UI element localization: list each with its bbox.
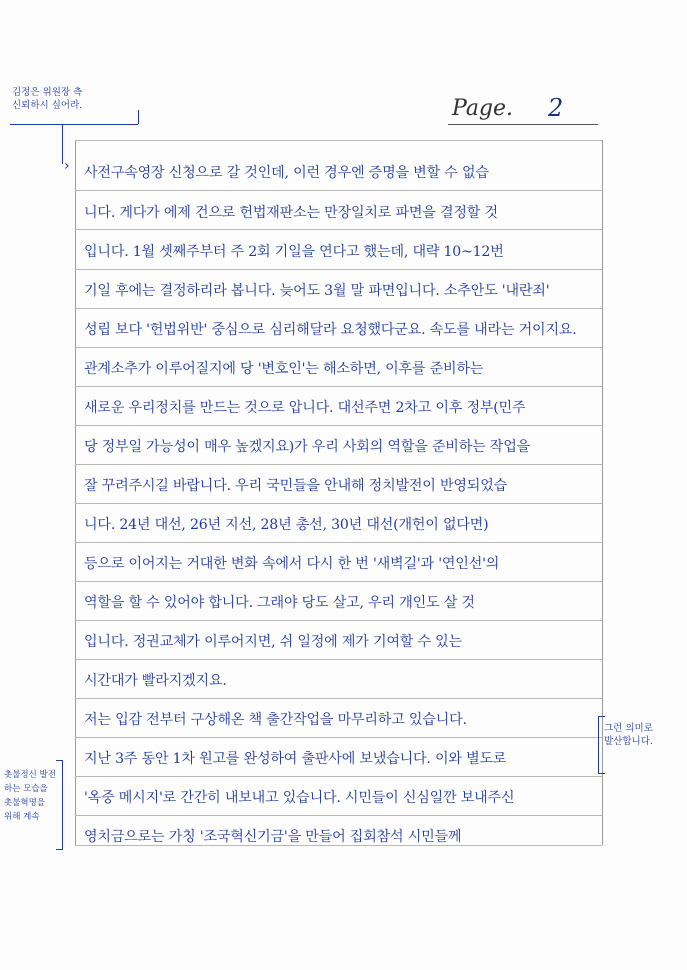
margin-note-left: 촛불정신 발전 하는 모습을 촛불혁명을 위해 계속 <box>4 770 56 822</box>
letter-line: 잘 꾸려주시길 바랍니다. 우리 국민들을 안내해 정치발전이 반영되었습 <box>84 478 508 494</box>
letter-line: 성립 보다 '헌법위반' 중심으로 심리해달라 요청했다군요. 속도를 내라는 거이지요. <box>84 322 577 338</box>
ruled-line <box>75 815 602 816</box>
note-left-bracket <box>56 760 63 850</box>
ruled-line <box>75 308 602 309</box>
ruled-line <box>75 620 602 621</box>
note-right-bracket <box>598 716 605 774</box>
letter-line: '옥중 메시지'로 간간히 내보내고 있습니다. 시민들이 신심일깐 보내주신 <box>84 790 515 806</box>
letter-line: 사전구속영장 신청으로 갈 것인데, 이런 경우엔 증명을 변할 수 없습 <box>84 165 489 181</box>
ruled-line <box>75 503 602 504</box>
letter-line: 기일 후에는 결정하리라 봅니다. 늦어도 3월 말 파면입니다. 소추안도 '내란죄' <box>84 283 550 299</box>
letter-line: 지난 3주 동안 1차 원고를 완성하여 출판사에 보냈습니다. 이와 별도로 <box>84 751 507 767</box>
ruled-line <box>75 542 602 543</box>
ruled-line <box>75 347 602 348</box>
ruled-line <box>75 464 602 465</box>
letter-line: 당 정부일 가능성이 매우 높겠지요)가 우리 사회의 역할을 준비하는 작업을 <box>84 439 531 455</box>
note-arrow-line <box>62 124 63 164</box>
ruled-line <box>75 190 602 191</box>
note-bracket-tick <box>138 110 139 124</box>
arrow-icon: › <box>64 158 70 174</box>
ruled-line <box>75 581 602 582</box>
letter-line: 입니다. 정권교체가 이루어지면, 쉬 일정에 제가 기여할 수 있는 <box>84 634 462 650</box>
ruled-line <box>75 229 602 230</box>
letter-line: 저는 입감 전부터 구상해온 책 출간작업을 마무리하고 있습니다. <box>84 712 467 728</box>
ruled-line <box>75 386 602 387</box>
letter-line: 니다. 게다가 에제 건으로 헌법재판소는 만장일치로 파면을 결정할 것 <box>84 205 498 221</box>
ruled-line <box>75 776 602 777</box>
sheet-left-border <box>75 140 76 845</box>
ruled-line <box>75 698 602 699</box>
letter-line: 입니다. 1월 셋째주부터 주 2회 기일을 연다고 했는데, 대략 10~12번 <box>84 244 504 260</box>
margin-note-right: 그런 의미로 발산합니다. <box>604 723 653 747</box>
ruled-line <box>75 140 602 141</box>
ruled-line <box>75 659 602 660</box>
ruled-line <box>75 269 602 270</box>
letter-line: 역할을 할 수 있어야 합니다. 그래야 당도 살고, 우리 개인도 살 것 <box>84 595 475 611</box>
page-number: 2 <box>548 94 564 122</box>
letter-line: 등으로 이어지는 거대한 변화 속에서 다시 한 번 '새벽길'과 '연인선'의 <box>84 556 500 572</box>
letter-line: 시간대가 빨라지겠지요. <box>84 673 227 689</box>
ruled-line <box>75 425 602 426</box>
margin-note-top-left: 김정은 위원장 측 신뢰하시 싶어라. <box>12 87 83 111</box>
letter-line: 관계소추가 이루어질지에 당 '변호인'는 해소하면, 이후를 준비하는 <box>84 361 484 377</box>
page-label: Page. <box>452 96 514 121</box>
letter-line: 새로운 우리정치를 만드는 것으로 압니다. 대선주면 2차고 이후 정부(민주 <box>84 400 526 416</box>
page-label-underline <box>448 124 598 125</box>
note-underline-bracket <box>10 116 138 125</box>
letter-line: 영치금으로는 가칭 '조국혁신기금'을 만들어 집회참석 시민들께 <box>84 829 462 845</box>
letter-line: 니다. 24년 대선, 26년 지선, 28년 총선, 30년 대선(개헌이 없다면) <box>84 517 489 533</box>
ruled-line <box>75 737 602 738</box>
